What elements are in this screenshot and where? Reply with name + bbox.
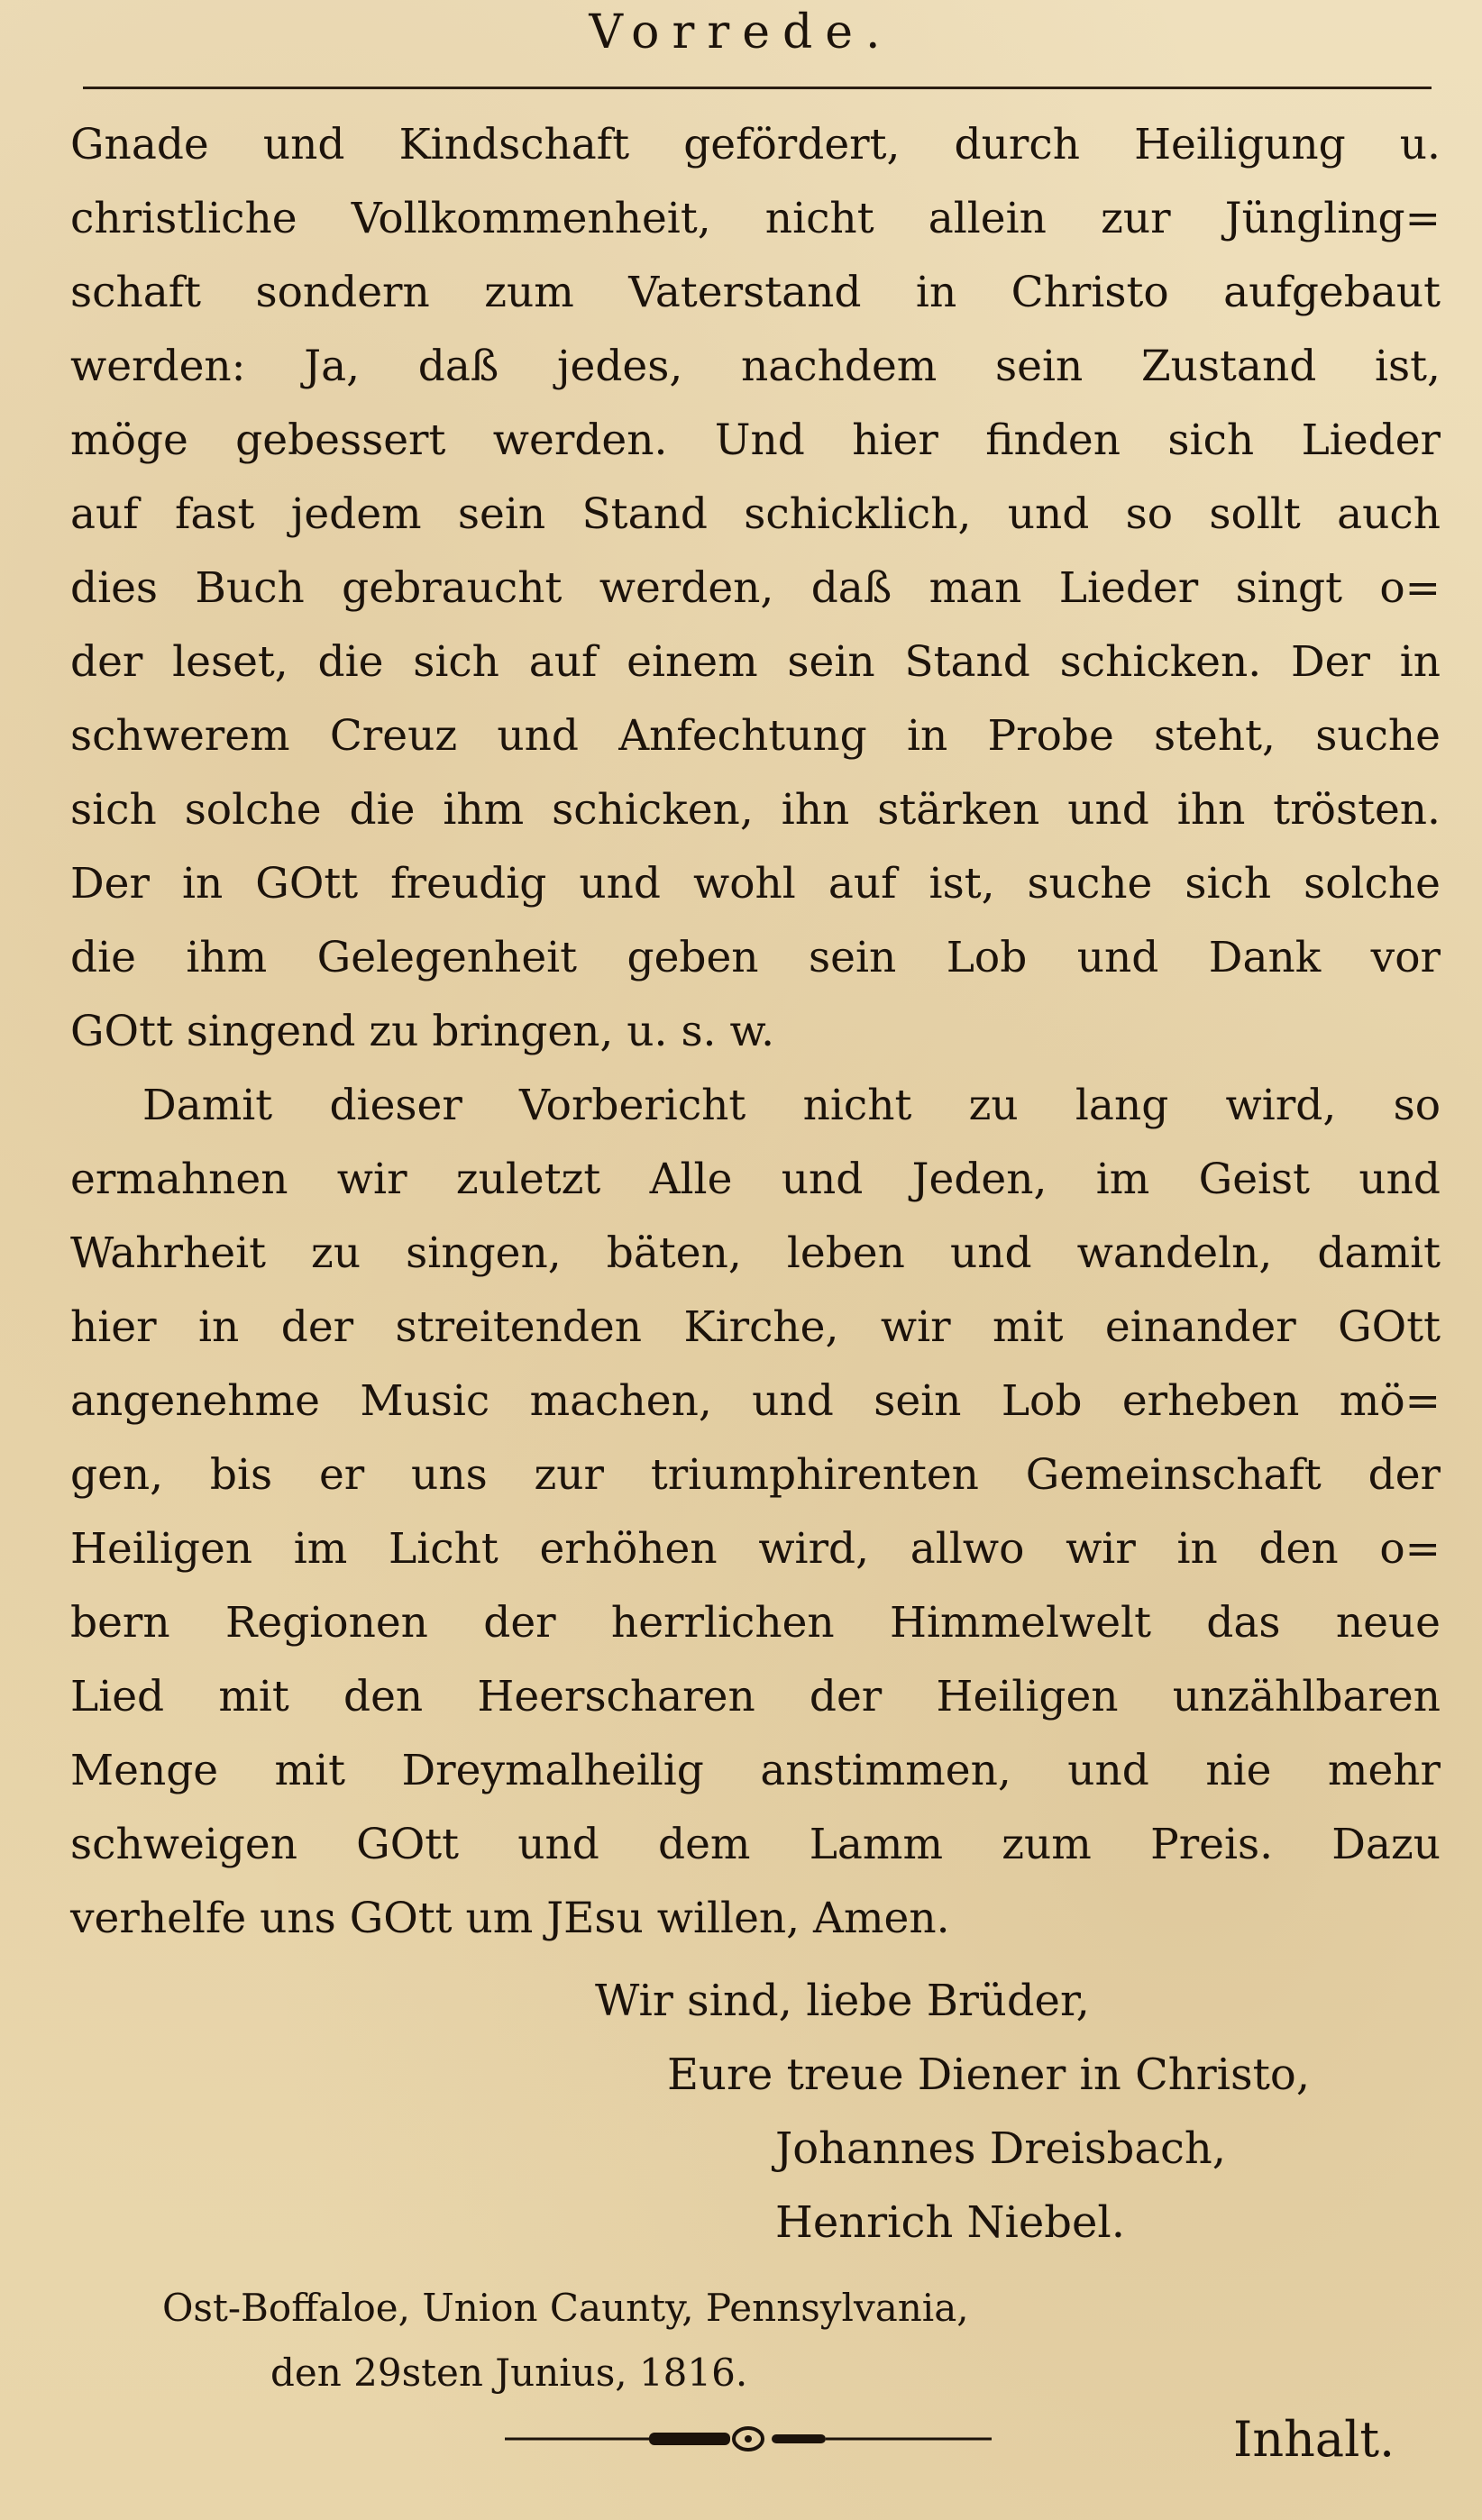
text-line: schweigen GOtt und dem Lamm zum Preis. Dazu <box>70 1820 1441 1869</box>
signature-name-1: Johannes Dreisbach, <box>775 2123 1227 2174</box>
text-line: christliche Vollkommenheit, nicht allein zur Jüngling= <box>70 194 1441 243</box>
text-line: Heiligen im Licht erhöhen wird, allwo wir in den o= <box>70 1524 1441 1574</box>
catchword: Inhalt. <box>1233 2411 1395 2468</box>
text-line: ermahnen wir zuletzt Alle und Jeden, im Geist und <box>70 1155 1441 1204</box>
signature-name-2: Henrich Niebel. <box>775 2197 1126 2248</box>
text-line: schwerem Creuz und Anfechtung in Probe steht, suche <box>70 711 1441 761</box>
text-line: schaft sondern zum Vaterstand in Christo aufgebaut <box>70 268 1441 317</box>
text-line: auf fast jedem sein Stand schicklich, und so sollt auch <box>70 489 1441 539</box>
text-line: verhelfe uns GOtt um JEsu willen, Amen. <box>70 1894 950 1943</box>
text-line: GOtt singend zu bringen, u. s. w. <box>70 1007 775 1056</box>
text-line: möge gebessert werden. Und hier finden sich Lieder <box>70 415 1441 465</box>
text-line: Lied mit den Heerscharen der Heiligen unzählbaren <box>70 1672 1441 1721</box>
header-rule <box>83 87 1432 89</box>
preface-text <box>70 108 1441 1956</box>
signature-salutation: Wir sind, liebe Brüder, <box>595 1976 1090 2026</box>
text-line: angenehme Music machen, und sein Lob erheben mö= <box>70 1376 1441 1426</box>
place-line: Ost-Boffaloe, Union Caunty, Pennsylvania, <box>162 2286 969 2330</box>
text-line: Damit dieser Vorbericht nicht zu lang wird, so <box>142 1081 1441 1130</box>
text-line: hier in der streitenden Kirche, wir mit einander GOtt <box>70 1302 1441 1352</box>
text-line: Der in GOtt freudig und wohl auf ist, suche sich solche <box>70 859 1441 908</box>
text-line: Wahrheit zu singen, bäten, leben und wandeln, damit <box>70 1228 1441 1278</box>
text-line: die ihm Gelegenheit geben sein Lob und Dank vor <box>70 933 1441 982</box>
text-line: bern Regionen der herrlichen Himmelwelt das neue <box>70 1598 1441 1648</box>
text-line: werden: Ja, daß jedes, nachdem sein Zustand ist, <box>70 342 1441 391</box>
signature-closing: Eure treue Diener in Christo, <box>667 2050 1311 2100</box>
ornament-rule <box>505 2421 992 2457</box>
text-line: Gnade und Kindschaft gefördert, durch Heiligung u. <box>70 120 1441 169</box>
text-line: der leset, die sich auf einem sein Stand schicken. Der in <box>70 637 1441 687</box>
text-line: gen, bis er uns zur triumphirenten Gemeinschaft der <box>70 1450 1441 1500</box>
date-line: den 29sten Junius, 1816. <box>270 2351 748 2395</box>
text-line: sich solche die ihm schicken, ihn stärken und ihn trösten. <box>70 785 1441 835</box>
text-line: dies Buch gebraucht werden, daß man Lieder singt o= <box>70 563 1441 613</box>
running-header: Vorrede. <box>589 5 893 59</box>
text-line: Menge mit Dreymalheilig anstimmen, und nie mehr <box>70 1746 1441 1795</box>
